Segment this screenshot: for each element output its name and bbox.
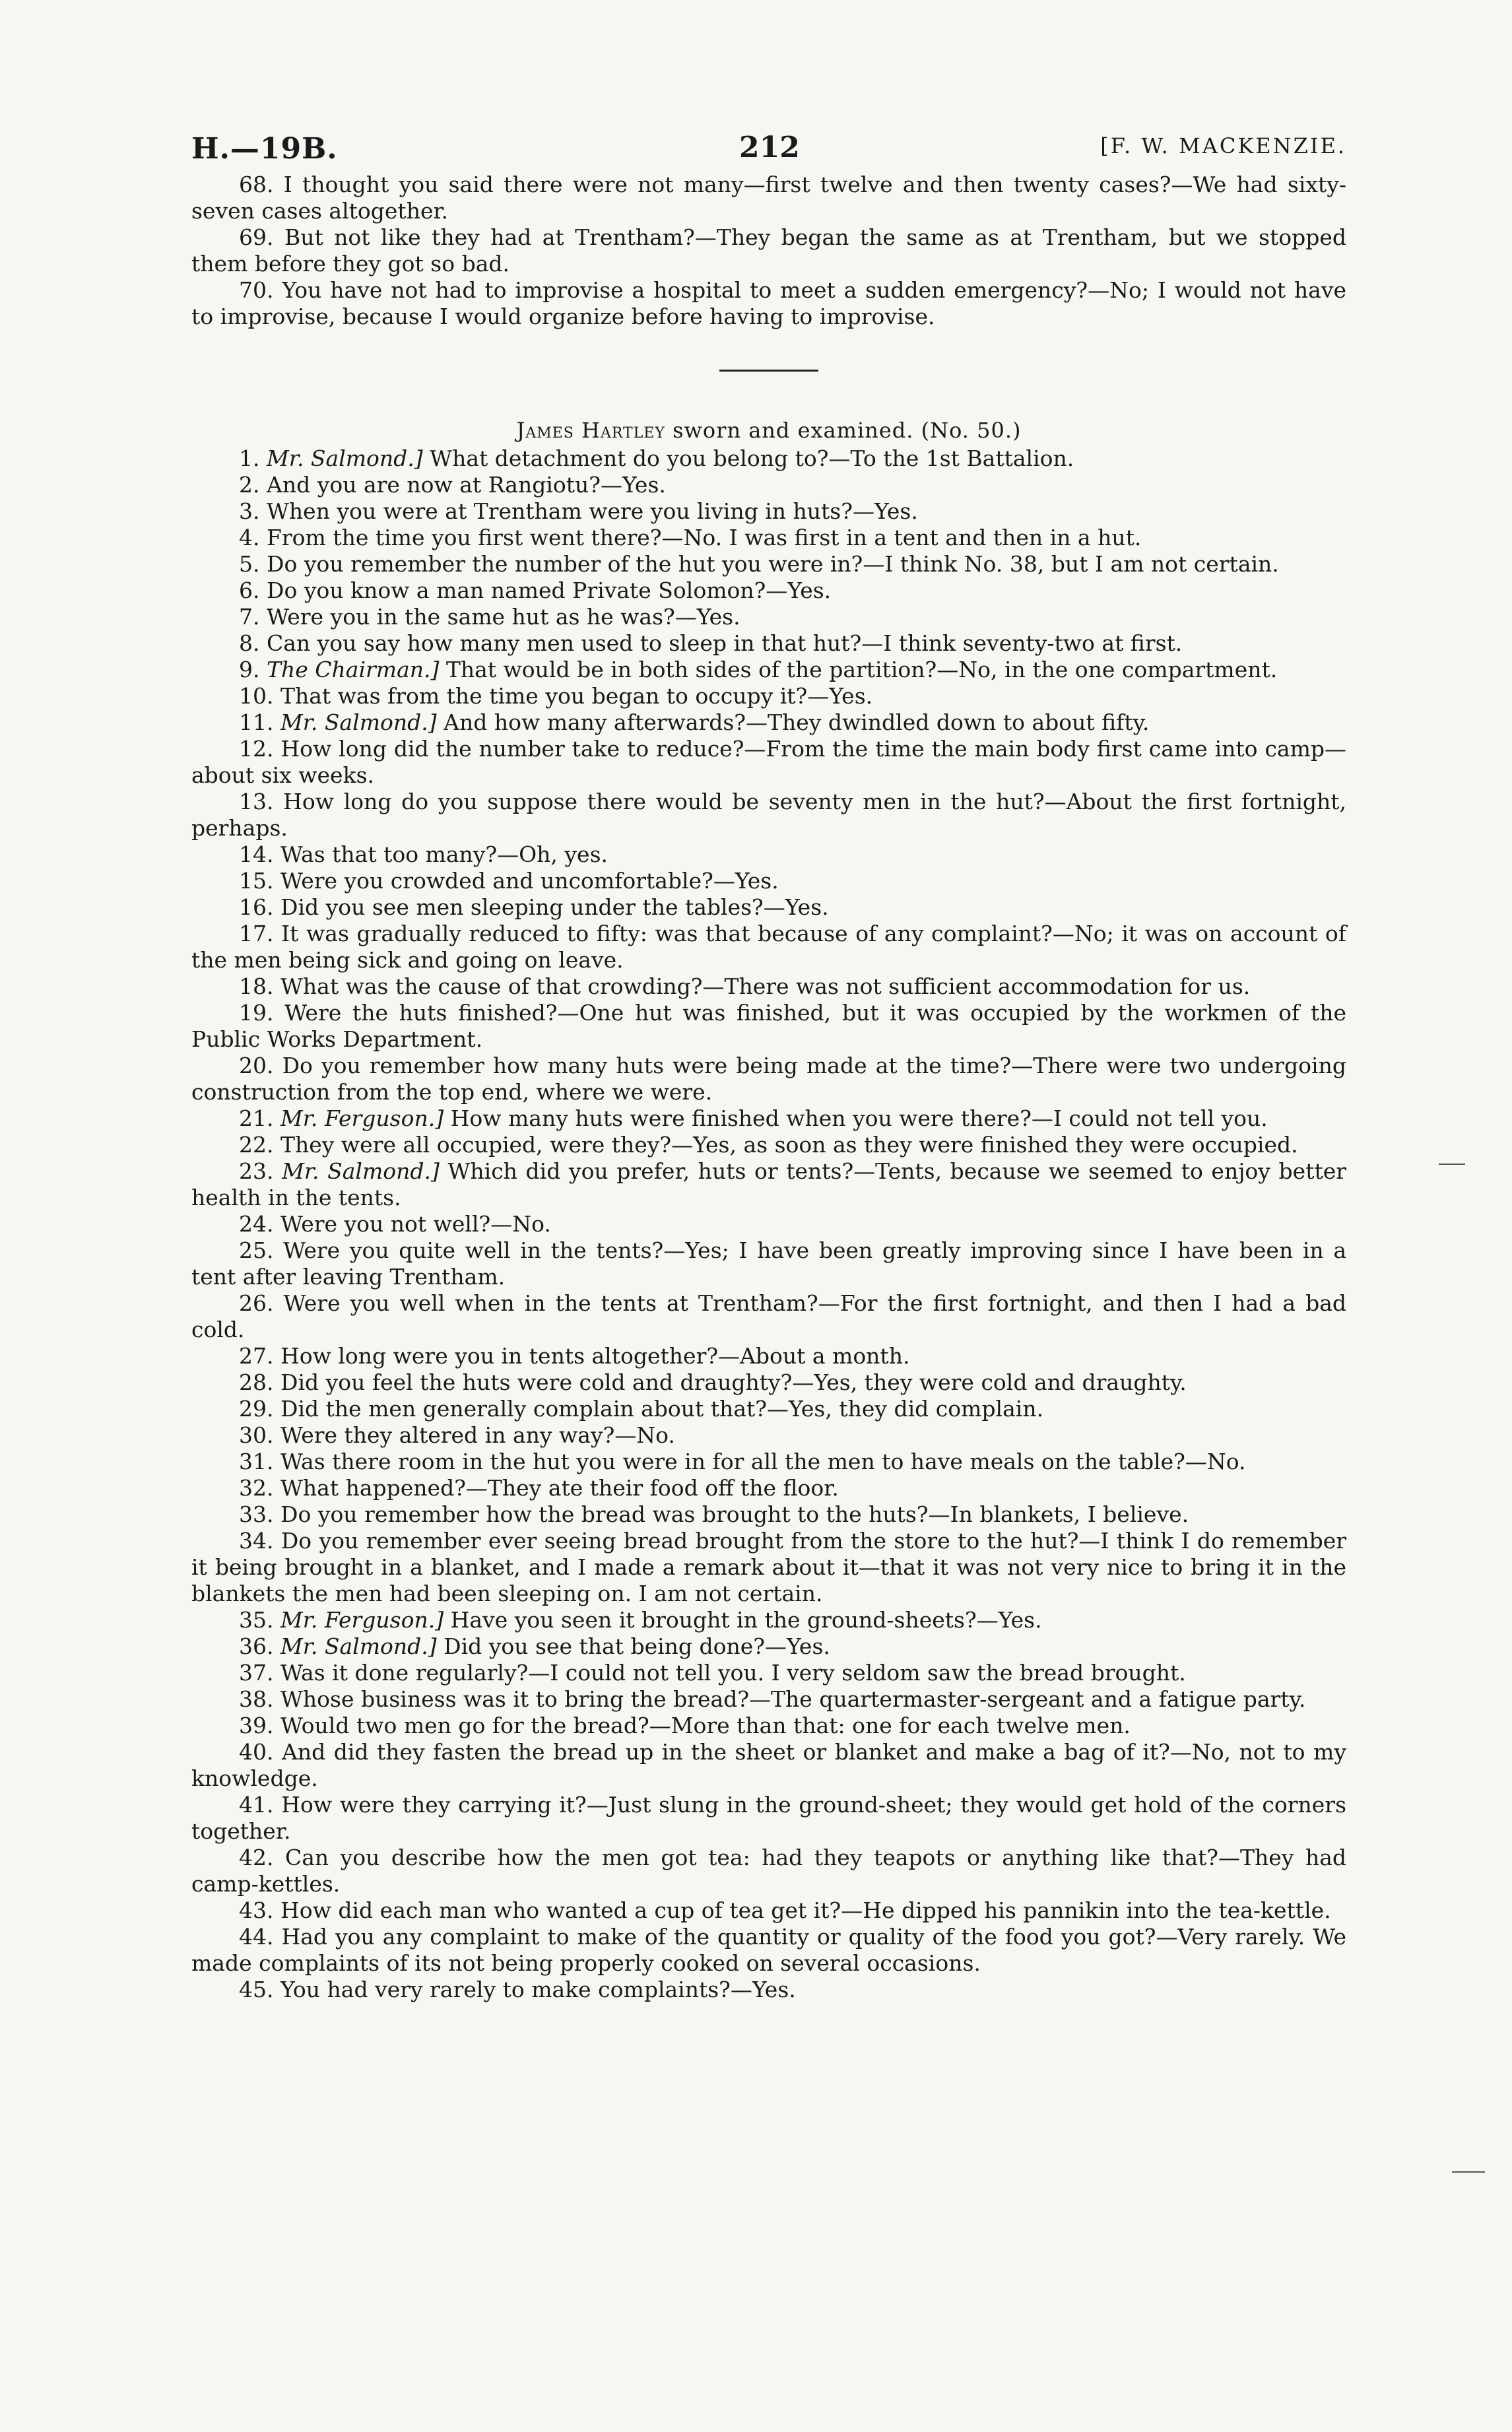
question-answer <box>191 1053 1346 1105</box>
question-number: 3. <box>239 498 260 524</box>
question-answer <box>191 973 1346 1000</box>
question-text: Whose business was it to bring the bread? <box>280 1686 750 1712</box>
question-number: 13. <box>239 789 274 814</box>
question-number: 32. <box>239 1475 274 1501</box>
question-number: 8. <box>239 630 260 656</box>
question-number: 4. <box>239 525 260 550</box>
question-answer <box>191 1369 1346 1396</box>
answer-text: —In blankets, I believe. <box>928 1501 1189 1527</box>
question-text: Did the men generally complain about that? <box>280 1396 767 1422</box>
answer-text: —Yes. <box>763 894 829 920</box>
question-answer <box>191 1897 1346 1924</box>
question-text: Were you crowded and uncomfortable? <box>280 868 713 894</box>
question-text: Would two men go for the bread? <box>280 1713 649 1738</box>
question-text: Do you remember the number of the hut you were in? <box>267 551 863 577</box>
question-text: That was from the time you began to occupy it? <box>280 683 808 709</box>
margin-mark <box>1439 1164 1465 1165</box>
question-number: 25. <box>239 1237 274 1263</box>
question-text: Do you know a man named Private Solomon? <box>267 577 766 603</box>
question-text: Do you remember how many huts were being made at the time? <box>282 1053 1012 1078</box>
question-text: It was gradually reduced to fifty: was that because of any complaint? <box>281 921 1053 946</box>
question-number: 41. <box>239 1792 274 1818</box>
preceding-testimony <box>191 172 1346 330</box>
question-text: What was the cause of that crowding? <box>280 973 703 999</box>
question-answer <box>191 1501 1346 1528</box>
question-text: Were you well when in the tents at Trentham? <box>283 1290 818 1316</box>
question-text: How long were you in tents altogether? <box>280 1343 719 1369</box>
question-answer <box>191 277 1346 330</box>
question-text: Did you see men sleeping under the tables? <box>280 894 764 920</box>
answer-text: —More than that: one for each twelve men. <box>649 1713 1131 1738</box>
question-number: 69. <box>239 224 274 250</box>
question-text: Were you in the same hut as he was? <box>267 604 675 630</box>
answer-text: —No. I was first in a tent and then in a hut. <box>661 525 1142 550</box>
question-answer <box>191 1633 1346 1660</box>
question-answer <box>191 736 1346 789</box>
answer-text: —They began the same as at Trentham, but we stopped them before they got so bad. <box>191 224 1346 277</box>
answer-text: —Yes. <box>976 1607 1042 1633</box>
question-number: 22. <box>239 1132 274 1158</box>
answer-text: —There was not sufficient accommodation for us. <box>702 973 1251 999</box>
question-answer <box>191 1105 1346 1132</box>
answer-text: —Just slung in the ground-sheet; they would get hold of the corners together. <box>191 1792 1347 1844</box>
answer-text: —No, not to my knowledge. <box>191 1739 1346 1791</box>
speaker-name: Mr. Ferguson.] <box>280 1607 444 1633</box>
question-text: You have not had to improvise a hospital to meet a sudden emergency? <box>282 277 1088 303</box>
question-answer <box>191 1158 1346 1211</box>
question-number: 29. <box>239 1396 274 1422</box>
question-answer <box>191 1739 1346 1792</box>
question-number: 12. <box>239 736 274 762</box>
witness-sworn-text: sworn and examined. <box>673 418 914 443</box>
question-text: Were the huts finished? <box>284 1000 558 1026</box>
answer-text: —He dipped his pannikin into the tea-kettle. <box>841 1897 1331 1923</box>
question-number: 2. <box>239 472 260 498</box>
answer-text: —Yes. <box>852 498 918 524</box>
question-answer <box>191 1475 1346 1501</box>
question-number: 70. <box>239 277 274 303</box>
question-number: 19. <box>239 1000 274 1026</box>
question-text: How were they carrying it? <box>281 1792 587 1818</box>
question-text: And you are now at Rangiotu? <box>267 472 601 498</box>
answer-text: —I think I do remember it being brought in a blanket, and I made a remark about it—that it was not very nice to bring it in the blankets the men had been sleeping on. I am not certain. <box>191 1528 1347 1606</box>
question-text: But not like they had at Trentham? <box>284 224 695 250</box>
answer-text: —Yes. <box>730 1977 796 2002</box>
speaker-name: Mr. Ferguson.] <box>280 1105 444 1131</box>
question-text: How did each man who wanted a cup of tea get it? <box>280 1897 841 1923</box>
speaker-name: Mr. Salmond.] <box>280 1633 437 1659</box>
question-text: From the time you first went there? <box>267 525 662 550</box>
answer-text: —We had sixty-seven cases altogether. <box>191 172 1346 224</box>
question-number: 34. <box>239 1528 274 1554</box>
question-text: You had very rarely to make complaints? <box>280 1977 731 2002</box>
answer-text: —No. <box>490 1211 551 1237</box>
question-answer <box>191 577 1346 604</box>
witness-number: (No. 50.) <box>921 418 1022 443</box>
question-text: Were they altered in any way? <box>280 1422 615 1448</box>
answer-text: —No; I would not have to improvise, because I would organize before having to improvise. <box>191 277 1346 329</box>
answer-text: —Oh, yes. <box>497 841 608 867</box>
question-answer <box>191 789 1346 841</box>
question-text: Do you remember how the bread was brought to the huts? <box>280 1501 929 1527</box>
question-answer <box>191 1449 1346 1475</box>
question-answer <box>191 1290 1346 1343</box>
answer-text: —Yes. <box>674 604 740 630</box>
question-number: 15. <box>239 868 274 894</box>
answer-text: —Yes, as soon as they were finished they were occupied. <box>671 1132 1298 1158</box>
question-text: Was there room in the hut you were in for all the men to have meals on the table? <box>280 1449 1185 1474</box>
question-number: 36. <box>239 1633 274 1659</box>
witness-running-head: [F. W. MACKENZIE. <box>1100 133 1346 158</box>
question-text: Were you not well? <box>280 1211 491 1237</box>
question-number: 10. <box>239 683 274 709</box>
question-text: When you were at Trentham were you living in huts? <box>267 498 853 524</box>
question-text: Were you quite well in the tents? <box>283 1237 664 1263</box>
answer-text: —To the 1st Battalion. <box>828 445 1074 471</box>
question-text: That would be in both sides of the partition? <box>445 657 937 682</box>
question-number: 35. <box>239 1607 274 1633</box>
question-text: Do you remember ever seeing bread brought from the store to the hut? <box>280 1528 1079 1554</box>
question-number: 5. <box>239 551 260 577</box>
question-answer <box>191 1528 1346 1607</box>
question-answer <box>191 630 1346 657</box>
question-answer <box>191 709 1346 736</box>
answer-text: —No. <box>614 1422 675 1448</box>
answer-text: —There were two undergoing construction from the top end, where we were. <box>191 1053 1346 1105</box>
question-text: Was it done regularly? <box>280 1660 529 1686</box>
question-number: 31. <box>239 1449 274 1474</box>
answer-text: —Yes. <box>766 577 832 603</box>
speaker-name: Mr. Salmond.] <box>267 445 423 471</box>
question-number: 1. <box>239 445 260 471</box>
question-text: Have you seen it brought in the ground-sheets? <box>450 1607 977 1633</box>
question-number: 18. <box>239 973 274 999</box>
question-answer <box>191 1237 1346 1290</box>
question-number: 16. <box>239 894 274 920</box>
document-page <box>191 119 1346 2003</box>
question-number: 23. <box>239 1158 274 1184</box>
answer-text: —Yes; I have been greatly improving since I have been in a tent after leaving Trentham. <box>191 1237 1346 1290</box>
answer-text: —No. <box>1185 1449 1246 1474</box>
testimony-body <box>191 445 1346 2003</box>
question-number: 7. <box>239 604 260 630</box>
question-text: What detachment do you belong to? <box>430 445 829 471</box>
question-answer <box>191 445 1346 472</box>
question-number: 33. <box>239 1501 274 1527</box>
question-answer <box>191 841 1346 868</box>
question-answer <box>191 1211 1346 1237</box>
question-answer <box>191 1792 1346 1845</box>
question-number: 17. <box>239 921 274 946</box>
page-header <box>191 119 1346 172</box>
witness-name: James Hartley <box>516 418 665 443</box>
answer-text: —I think seventy-two at first. <box>861 630 1183 656</box>
question-number: 20. <box>239 1053 274 1078</box>
answer-text: —Yes, they were cold and draughty. <box>792 1369 1187 1395</box>
question-number: 9. <box>239 657 260 682</box>
question-text: How long did the number take to reduce? <box>280 736 744 762</box>
question-text: What happened? <box>280 1475 466 1501</box>
question-number: 38. <box>239 1686 274 1712</box>
answer-text: —Yes. <box>807 683 873 709</box>
question-text: Can you say how many men used to sleep in that hut? <box>267 630 862 656</box>
answer-text: —Yes. <box>765 1633 830 1659</box>
question-number: 68. <box>239 172 274 197</box>
question-text: And how many afterwards? <box>444 709 746 735</box>
speaker-name: Mr. Salmond.] <box>282 1158 440 1184</box>
answer-text: —They had camp-kettles. <box>191 1845 1346 1897</box>
question-answer <box>191 1607 1346 1633</box>
question-answer <box>191 1000 1346 1053</box>
question-answer <box>191 1132 1346 1158</box>
question-text: They were all occupied, were they? <box>280 1132 672 1158</box>
question-text: And did they fasten the bread up in the sheet or blanket and make a bag of it? <box>281 1739 1170 1765</box>
question-answer <box>191 472 1346 498</box>
question-number: 21. <box>239 1105 274 1131</box>
question-text: How many huts were finished when you were there? <box>450 1105 1032 1131</box>
question-number: 27. <box>239 1343 274 1369</box>
question-answer <box>191 172 1346 224</box>
answer-text: —They dwindled down to about fifty. <box>745 709 1150 735</box>
question-answer <box>191 683 1346 709</box>
question-number: 11. <box>239 709 274 735</box>
question-answer <box>191 604 1346 630</box>
document-reference: H.—19B. <box>191 132 338 166</box>
section-divider <box>719 370 818 372</box>
answer-text: —The quartermaster-sergeant and a fatigue party. <box>749 1686 1306 1712</box>
answer-text: —About a month. <box>718 1343 910 1369</box>
question-text: Did you feel the huts were cold and draughty? <box>280 1369 793 1395</box>
answer-text: —From the time the main body first came into camp—about six weeks. <box>191 736 1347 788</box>
answer-text: —I think No. 38, but I am not certain. <box>863 551 1279 577</box>
question-number: 45. <box>239 1977 274 2002</box>
question-number: 42. <box>239 1845 274 1870</box>
margin-mark <box>1452 2171 1485 2173</box>
question-answer <box>191 894 1346 921</box>
question-answer <box>191 1977 1346 2003</box>
question-answer <box>191 551 1346 577</box>
answer-text: —Yes. <box>601 472 666 498</box>
question-answer <box>191 1713 1346 1739</box>
question-answer <box>191 1924 1346 1977</box>
question-answer <box>191 1343 1346 1369</box>
question-number: 26. <box>239 1290 274 1316</box>
question-answer <box>191 1422 1346 1449</box>
question-number: 6. <box>239 577 260 603</box>
answer-text: —For the first fortnight, and then I had a bad cold. <box>191 1290 1346 1342</box>
question-answer <box>191 1660 1346 1686</box>
question-number: 24. <box>239 1211 274 1237</box>
page-number: 212 <box>739 131 800 164</box>
question-text: Had you any complaint to make of the quantity or quality of the food you got? <box>281 1924 1156 1950</box>
witness-heading <box>191 418 1346 443</box>
question-answer <box>191 498 1346 525</box>
answer-text: —I could not tell you. <box>1031 1105 1268 1131</box>
question-text: Can you describe how the men got tea: had they teapots or anything like that? <box>284 1845 1219 1870</box>
question-answer <box>191 657 1346 683</box>
answer-text: —About the first fortnight, perhaps. <box>191 789 1347 841</box>
question-number: 39. <box>239 1713 274 1738</box>
answer-text: —I could not tell you. I very seldom saw the bread brought. <box>528 1660 1186 1686</box>
question-answer <box>191 1396 1346 1422</box>
question-answer <box>191 525 1346 551</box>
answer-text: —No; it was on account of the men being sick and going on leave. <box>191 921 1346 973</box>
answer-text: —Tents, because we seemed to enjoy better health in the tents. <box>191 1158 1347 1210</box>
question-text: Did you see that being done? <box>444 1633 765 1659</box>
question-answer <box>191 1686 1346 1713</box>
question-answer <box>191 224 1346 277</box>
question-number: 37. <box>239 1660 274 1686</box>
question-number: 43. <box>239 1897 274 1923</box>
question-text: Which did you prefer, huts or tents? <box>447 1158 854 1184</box>
answer-text: —One hut was finished, but it was occupied by the workmen of the Public Works Department. <box>191 1000 1346 1052</box>
question-text: Was that too many? <box>280 841 498 867</box>
question-text: How long do you suppose there would be seventy men in the hut? <box>283 789 1045 814</box>
question-text: I thought you said there were not many—first twelve and then twenty cases? <box>283 172 1171 197</box>
question-number: 14. <box>239 841 274 867</box>
answer-text: —They ate their food off the floor. <box>465 1475 839 1501</box>
question-answer <box>191 868 1346 894</box>
answer-text: —No, in the one compartment. <box>937 657 1278 682</box>
question-answer <box>191 921 1346 973</box>
question-number: 30. <box>239 1422 274 1448</box>
question-answer <box>191 1845 1346 1897</box>
speaker-name: Mr. Salmond.] <box>280 709 437 735</box>
answer-text: —Yes. <box>713 868 779 894</box>
question-number: 40. <box>239 1739 274 1765</box>
speaker-name: The Chairman.] <box>267 657 440 682</box>
question-number: 28. <box>239 1369 274 1395</box>
answer-text: —Very rarely. We made complaints of its not being properly cooked on several occasions. <box>191 1924 1347 1976</box>
answer-text: —Yes, they did complain. <box>766 1396 1044 1422</box>
question-number: 44. <box>239 1924 274 1950</box>
